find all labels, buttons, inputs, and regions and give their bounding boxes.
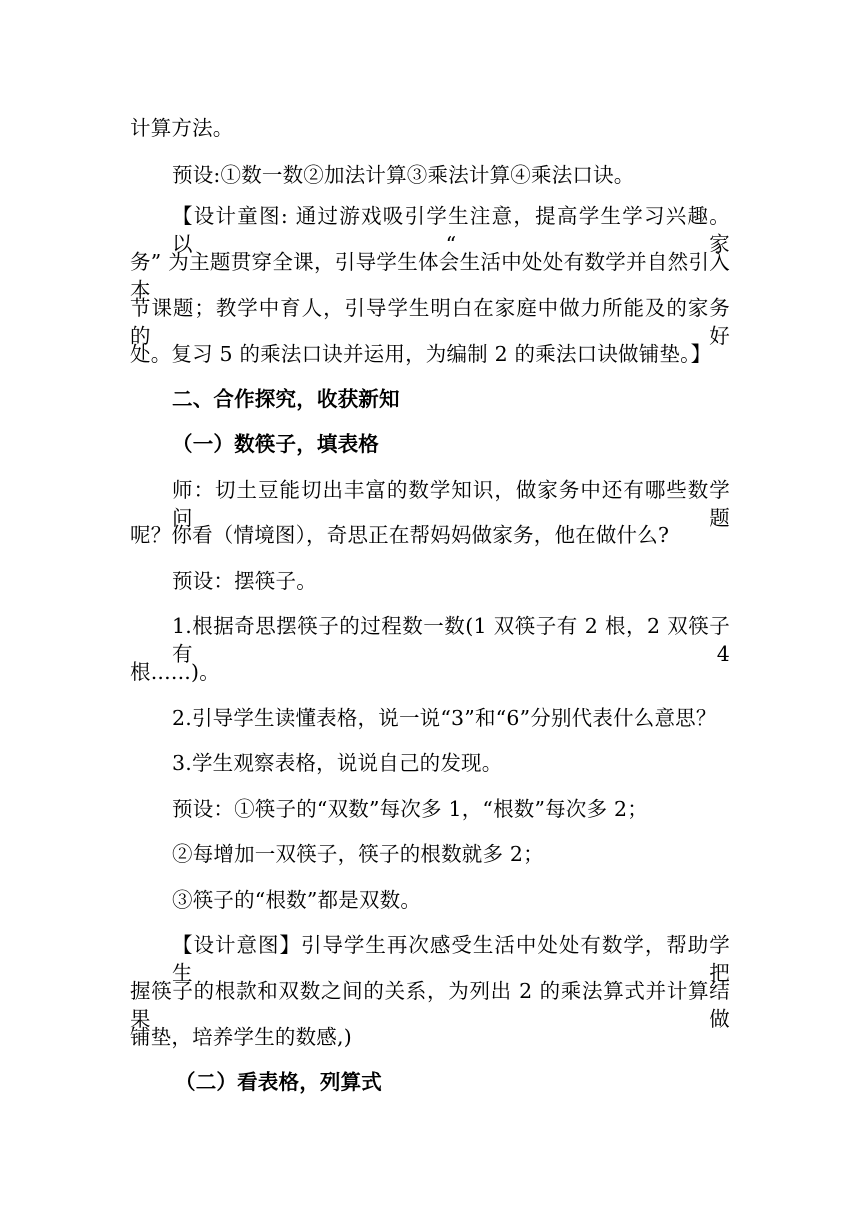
text-line: 处。复习 5 的乘法口诀并运用，为编制 2 的乘法口诀做铺垫。】 xyxy=(130,342,712,366)
text-line: 【设计意图】引导学生再次感受生活中处处有数学，帮助学生把 xyxy=(172,933,730,985)
text-line: 【设计童图: 通过游戏吸引学生注意，提高学生学习兴趣。以“家 xyxy=(172,204,730,256)
text-line: 师：切土豆能切出丰富的数学知识，做家务中还有哪些数学问题 xyxy=(172,478,730,530)
text-line: 预设：摆筷子。 xyxy=(172,569,317,593)
text-line: ②每增加一双筷子，筷子的根数就多 2； xyxy=(172,842,544,866)
text-line: 根......)。 xyxy=(130,660,220,684)
section-heading: 二、合作探究，收获新知 xyxy=(172,387,400,411)
text-line: 预设：①筷子的“双数”每次多 1，“根数”每次多 2； xyxy=(172,797,648,821)
text-line: 预设:①数一数②加法计算③乘法计算④乘法口诀。 xyxy=(172,163,635,187)
subsection-heading: （一）数筷子，填表格 xyxy=(172,432,379,456)
text-line: 呢？你看（情境图），奇思正在帮妈妈做家务，他在做什么? xyxy=(130,523,670,547)
text-line: 握筷子的根款和双数之间的关系，为列出 2 的乘法算式并计算结果做 xyxy=(130,979,730,1031)
text-line: 节课题；教学中育人，引导学生明白在家庭中做力所能及的家务的好 xyxy=(130,296,730,348)
text-line: 务” 为主题贯穿全课，引导学生体会生活中处处有数学并自然引入本 xyxy=(130,250,730,302)
text-line: ③筷子的“根数”都是双数。 xyxy=(172,888,422,912)
text-line: 3.学生观察表格，说说自己的发现。 xyxy=(172,751,503,775)
text-line: 铺垫，培养学生的数感,) xyxy=(130,1025,352,1049)
text-line: 计算方法。 xyxy=(130,116,234,140)
subsection-heading: （二）看表格，列算式 xyxy=(175,1070,382,1094)
text-line: 1.根据奇思摆筷子的过程数一数(1 双筷子有 2 根，2 双筷子有 4 xyxy=(172,614,730,666)
text-line: 2.引导学生读懂表格，说一说“3”和“6”分别代表什么意思？ xyxy=(172,706,717,730)
